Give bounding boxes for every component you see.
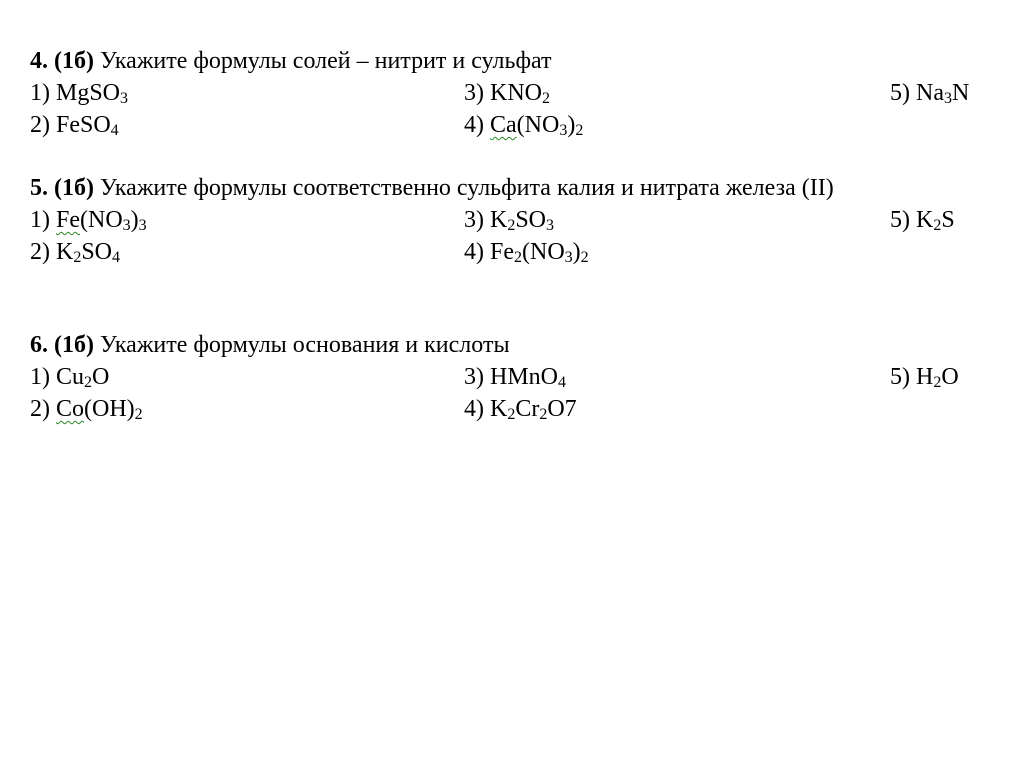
- subscript: 2: [73, 249, 82, 266]
- option-5: [890, 77, 969, 109]
- formula-text: SO: [81, 239, 113, 265]
- option-4: [464, 393, 577, 425]
- subscript: 4: [558, 374, 566, 391]
- option-4: [464, 109, 583, 141]
- formula-text: (NO: [516, 112, 560, 138]
- formula-text: 1) Cu: [30, 364, 84, 390]
- question-text: Укажите формулы соответственно сульфита калия и нитрата железа (II): [99, 175, 834, 201]
- formula-text: 1): [30, 207, 56, 233]
- subscript: 2: [933, 217, 942, 234]
- option-3: [464, 361, 566, 393]
- options-row-2: [30, 236, 990, 268]
- formula-text: 1) MgSO: [30, 80, 121, 106]
- formula-text: O: [941, 364, 959, 390]
- question-title: [30, 45, 990, 77]
- question-number: 4.: [30, 48, 48, 74]
- formula-text: Cr: [515, 396, 540, 422]
- formula-text: (OH): [84, 396, 135, 422]
- option-5: [890, 204, 955, 236]
- subscript: 3: [559, 122, 568, 139]
- formula-text: 5) H: [890, 364, 934, 390]
- spellcheck-text: Ca: [490, 112, 517, 138]
- formula-text: ): [572, 239, 581, 265]
- question-text: Укажите формулы солей – нитрит и сульфат: [99, 48, 552, 74]
- subscript: 3: [943, 90, 952, 107]
- options-row-1: [30, 77, 990, 109]
- formula-text: 5) K: [890, 207, 934, 233]
- formula-text: (NO: [522, 239, 565, 265]
- formula-text: 3) HMnO: [464, 364, 558, 390]
- formula-text: 2): [30, 396, 56, 422]
- formula-text: (NO: [80, 207, 123, 233]
- option-1: [30, 204, 147, 236]
- subscript: 2: [507, 217, 516, 234]
- option-2: [30, 236, 120, 268]
- question-points: (1б): [54, 48, 94, 74]
- question-5: [30, 172, 990, 268]
- options-row-2: [30, 109, 990, 141]
- question-6: [30, 329, 990, 425]
- subscript: 4: [110, 122, 119, 139]
- formula-text: 4): [464, 112, 490, 138]
- subscript: 2: [507, 406, 516, 423]
- subscript: 3: [122, 217, 131, 234]
- subscript: 2: [575, 122, 584, 139]
- subscript: 2: [542, 90, 550, 107]
- subscript: 4: [112, 249, 121, 266]
- formula-text: N: [951, 80, 970, 106]
- option-2: [30, 109, 119, 141]
- question-title: [30, 329, 990, 361]
- option-1: [30, 361, 109, 393]
- option-5: [890, 361, 959, 393]
- options-row-1: [30, 361, 990, 393]
- subscript: 2: [134, 406, 143, 423]
- formula-text: O: [92, 364, 110, 390]
- question-number: 6.: [30, 332, 48, 358]
- subscript: 2: [84, 374, 92, 391]
- option-4: [464, 236, 589, 268]
- subscript: 3: [564, 249, 573, 266]
- formula-text: O7: [547, 396, 577, 422]
- option-3: [464, 77, 550, 109]
- question-text: Укажите формулы основания и кислоты: [99, 332, 510, 358]
- subscript: 2: [514, 249, 522, 266]
- question-points: (1б): [54, 175, 94, 201]
- formula-text: 2) FeSO: [30, 112, 111, 138]
- question-4: [30, 45, 990, 141]
- option-3: [464, 204, 554, 236]
- formula-text: ): [130, 207, 139, 233]
- formula-text: 2) K: [30, 239, 74, 265]
- formula-text: ): [567, 112, 576, 138]
- question-number: 5.: [30, 175, 48, 201]
- formula-text: S: [941, 207, 955, 233]
- subscript: 2: [539, 406, 548, 423]
- formula-text: SO: [515, 207, 547, 233]
- subscript: 3: [138, 217, 147, 234]
- spellcheck-text: Co: [56, 396, 85, 422]
- subscript: 2: [933, 374, 942, 391]
- subscript: 3: [546, 217, 555, 234]
- options-row-1: [30, 204, 990, 236]
- formula-text: 5) Na: [890, 80, 944, 106]
- question-title: [30, 172, 870, 204]
- options-row-2: [30, 393, 990, 425]
- option-2: [30, 393, 143, 425]
- spellcheck-text: Fe: [56, 207, 80, 233]
- formula-text: 4) Fe: [464, 239, 514, 265]
- formula-text: 3) KNO: [464, 80, 542, 106]
- formula-text: 3) K: [464, 207, 508, 233]
- option-1: [30, 77, 128, 109]
- subscript: 2: [580, 249, 589, 266]
- formula-text: 4) K: [464, 396, 508, 422]
- subscript: 3: [120, 90, 129, 107]
- question-points: (1б): [54, 332, 94, 358]
